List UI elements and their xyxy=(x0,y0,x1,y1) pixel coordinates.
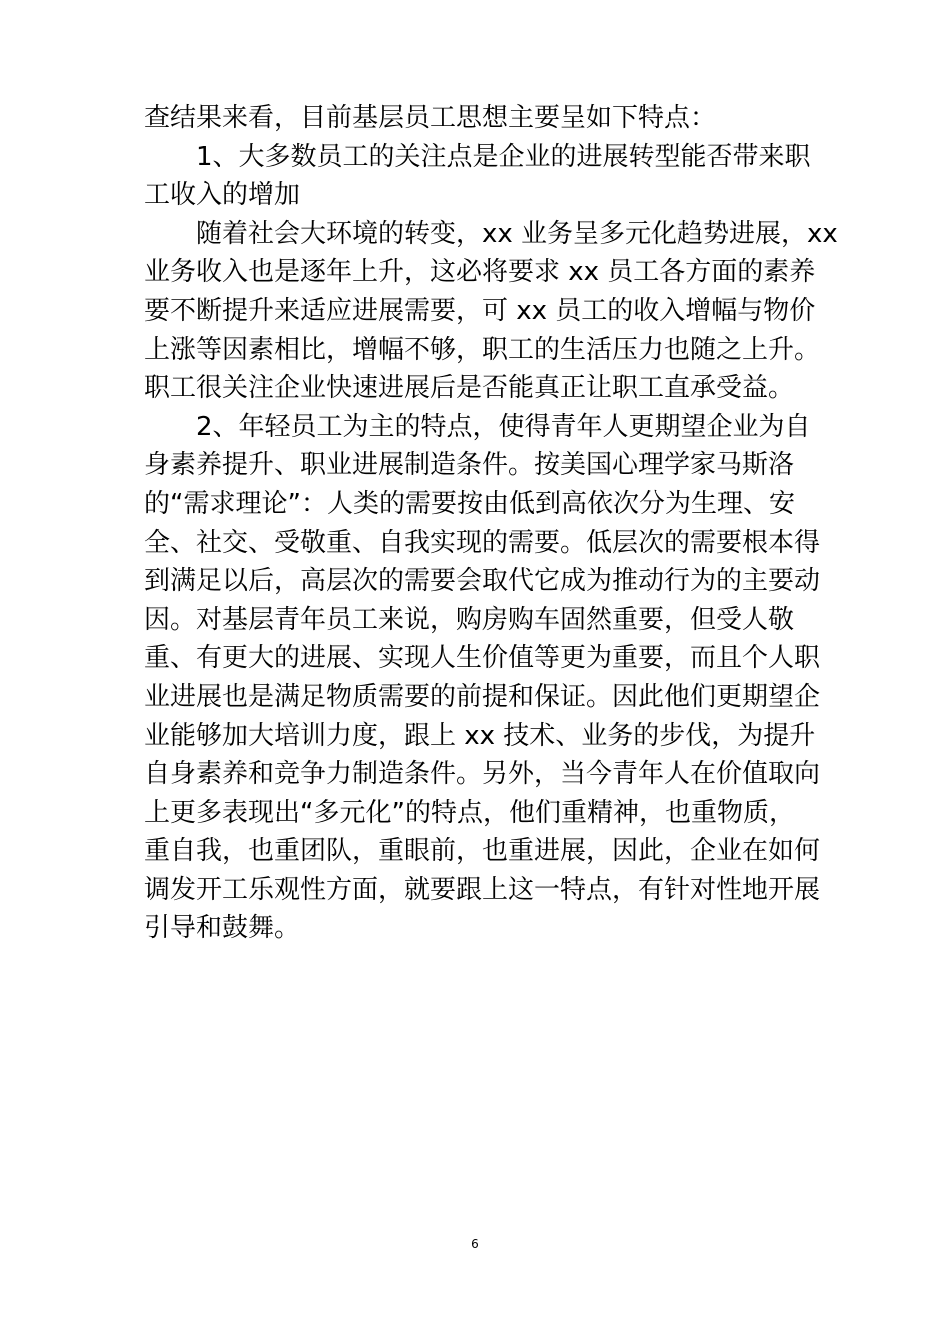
text-line: 要不断提升来适应进展需要，可 xx 员工的收入增幅与物价 xyxy=(144,295,816,326)
body-text xyxy=(144,99,838,948)
text-line: 身素养提升、职业进展制造条件。按美国心理学家马斯洛 xyxy=(144,450,795,481)
text-line: 业进展也是满足物质需要的前提和保证。因此他们更期望企 xyxy=(144,681,821,712)
text-line: 查结果来看，目前基层员工思想主要呈如下特点： xyxy=(144,103,717,133)
text-line: 2、年轻员工为主的特点，使得青年人更期望企业为自 xyxy=(196,411,811,442)
text-line: 职工很关注企业快速进展后是否能真正让职工直承受益。 xyxy=(144,373,795,404)
text-line: 重自我，也重团队，重眼前，也重进展，因此，企业在如何 xyxy=(144,836,821,867)
text-line: 重、有更大的进展、实现人生价值等更为重要，而且个人职 xyxy=(144,643,821,674)
text-line: 因。对基层青年员工来说，购房购车固然重要，但受人敬 xyxy=(144,604,795,635)
text-line: 全、社交、受敬重、自我实现的需要。低层次的需要根本得 xyxy=(144,527,821,558)
text-line: 随着社会大环境的转变，xx 业务呈多元化趋势进展，xx xyxy=(196,218,838,249)
text-line: 引导和鼓舞。 xyxy=(144,913,301,944)
text-line: 到满足以后，高层次的需要会取代它成为推动行为的主要动 xyxy=(144,566,821,597)
page-number: 6 xyxy=(471,1237,479,1251)
text-line: 业务收入也是逐年上升，这必将要求 xx 员工各方面的素养 xyxy=(144,257,816,288)
text-line: 业能够加大培训力度，跟上 xx 技术、业务的步伐，为提升 xyxy=(144,720,816,751)
text-line: 1、大多数员工的关注点是企业的进展转型能否带来职 xyxy=(196,141,811,172)
text-line: 调发开工乐观性方面，就要跟上这一特点，有针对性地开展 xyxy=(144,874,821,905)
text-line: 上更多表现出“多元化”的特点，他们重精神，也重物质， xyxy=(144,797,795,828)
text-line: 上涨等因素相比，增幅不够，职工的生活压力也随之上升。 xyxy=(144,334,821,365)
text-line: 工收入的增加 xyxy=(144,180,301,211)
text-line: 的“需求理论”：人类的需要按由低到高依次分为生理、安 xyxy=(144,488,795,519)
text-line: 自身素养和竞争力制造条件。另外，当今青年人在价值取向 xyxy=(144,759,821,790)
